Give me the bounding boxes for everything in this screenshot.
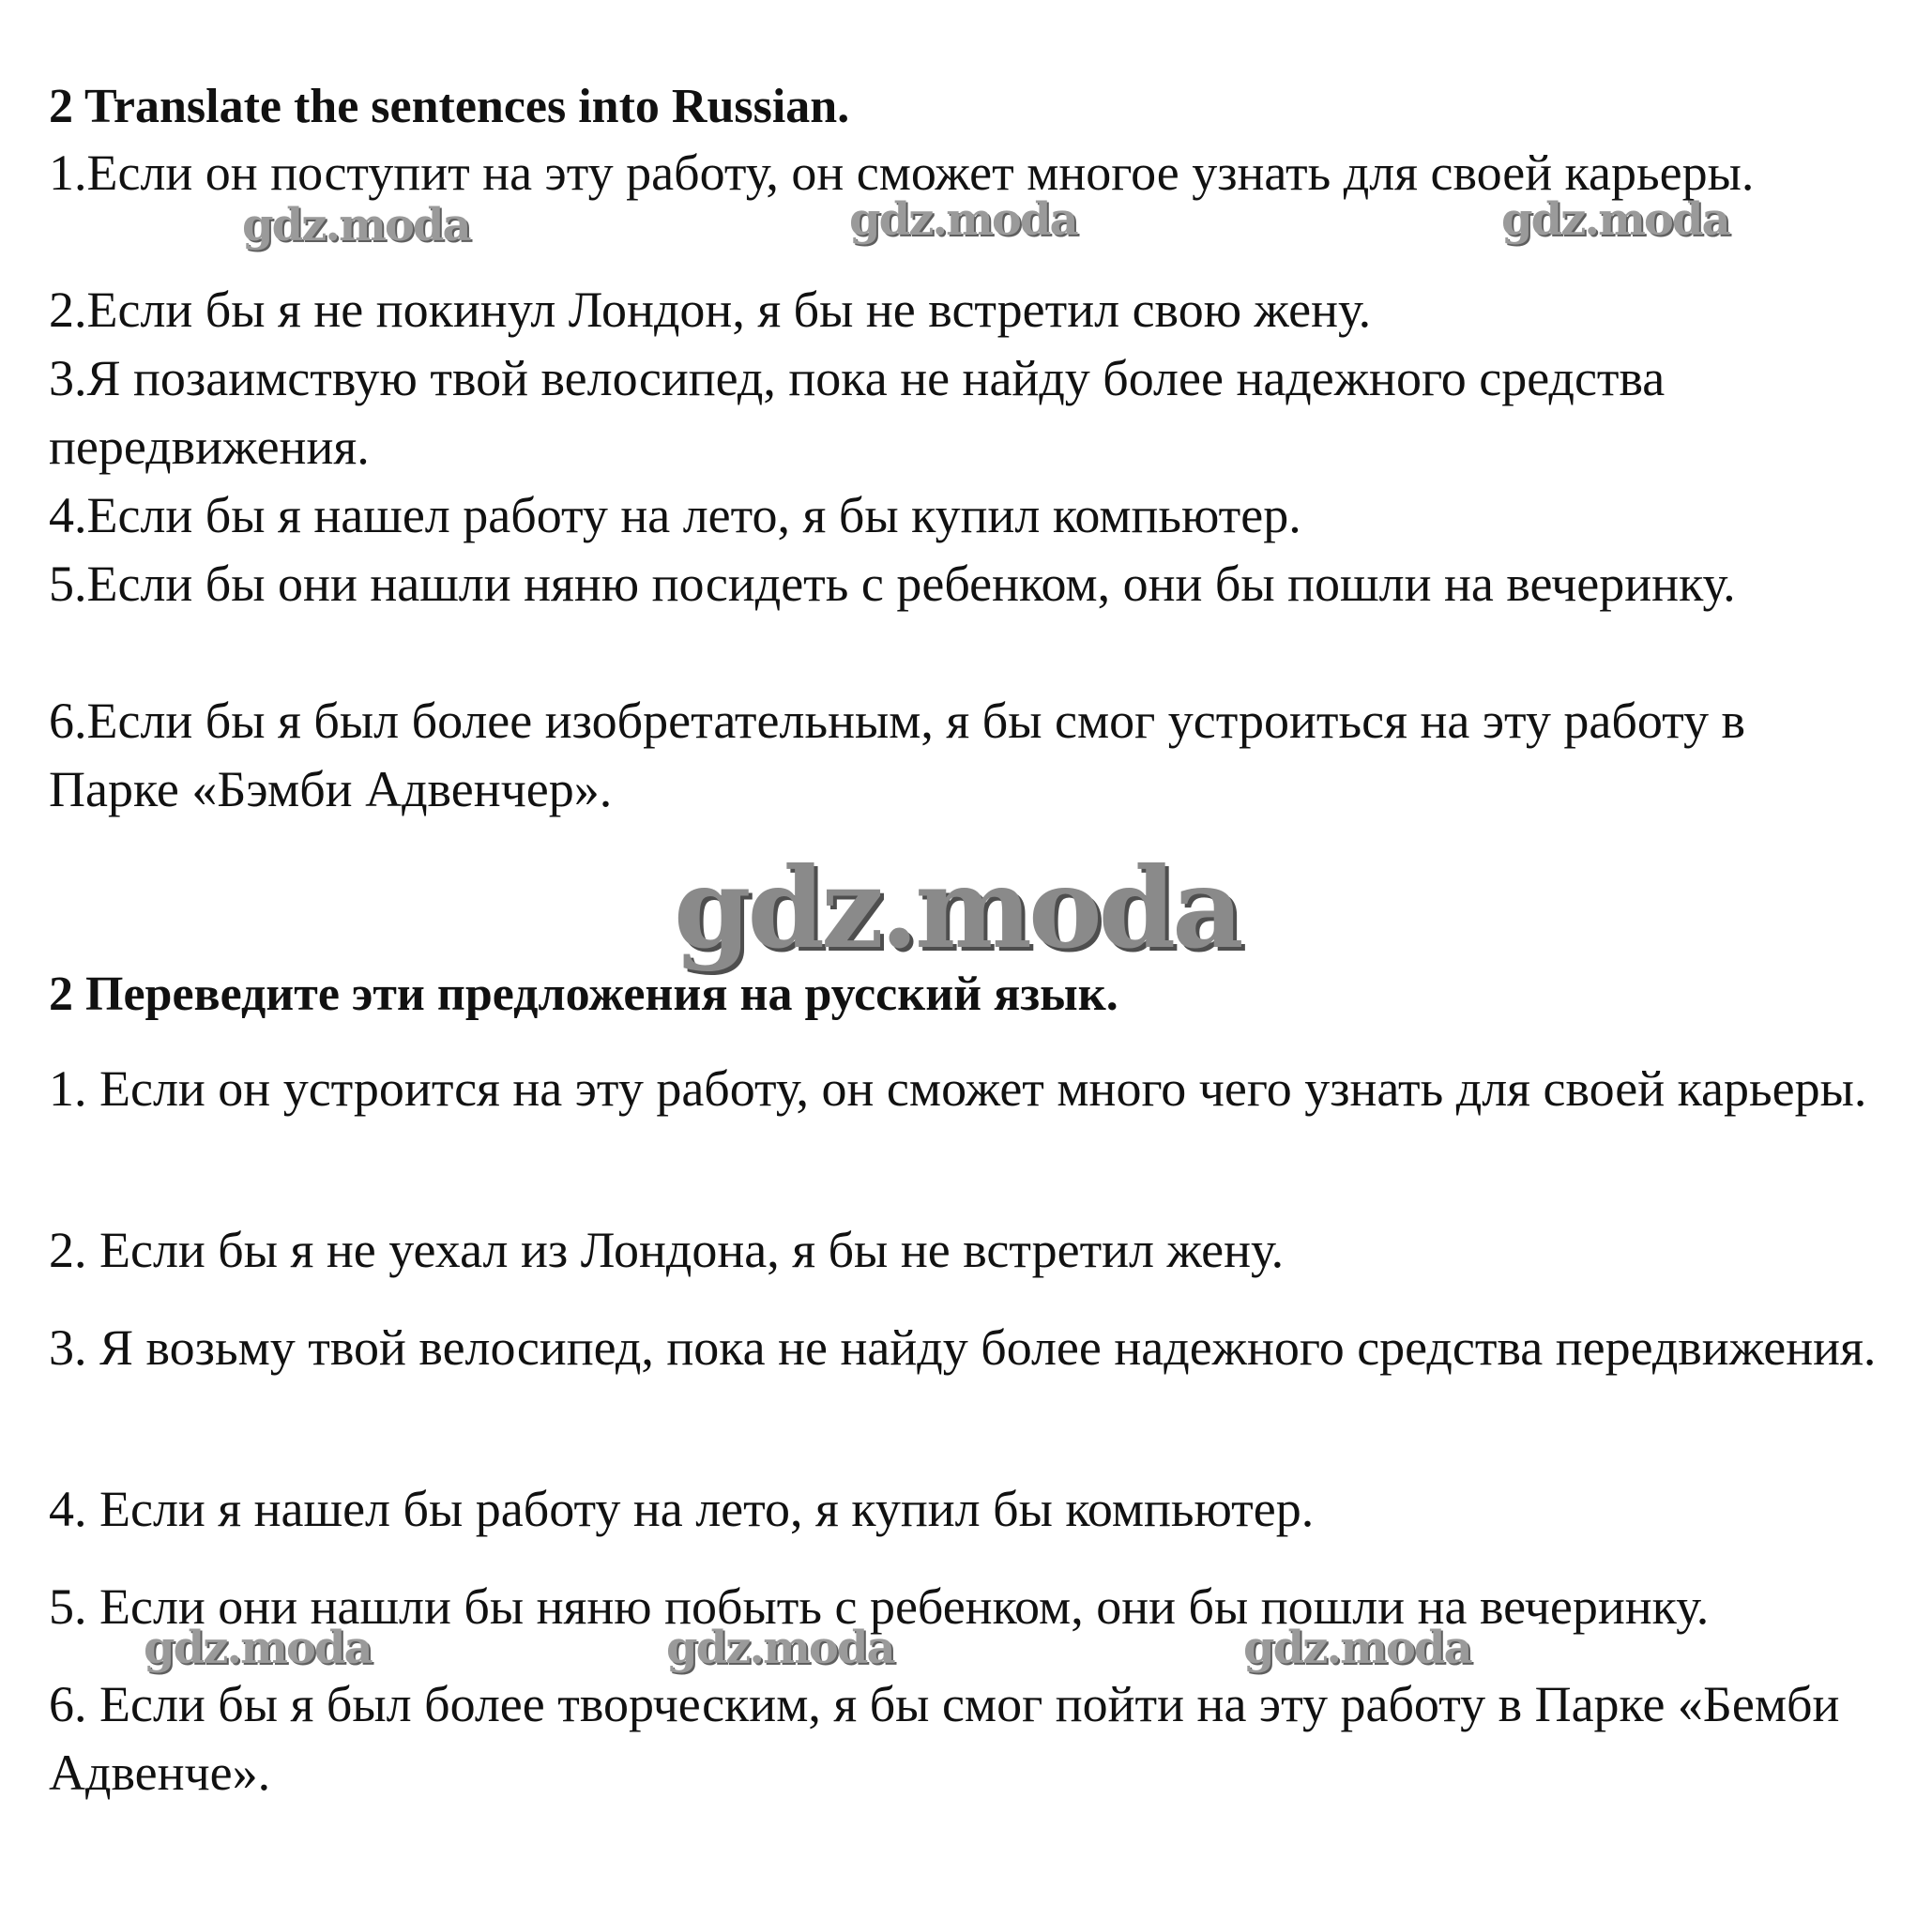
list-item: 3.Я позаимствую твой велосипед, пока не найду более надежного средства передвижения. [49,350,1666,475]
list-item: 1.Если он поступит на эту работу, он сможет многое узнать для своей карьеры. [49,145,1755,201]
list-item: 5. Если они нашли бы няню побыть с ребенком, они бы пошли на вечеринку. [49,1578,1710,1635]
section-heading-ru: 2 Переведите эти предложения на русский язык. [49,968,1118,1021]
watermark-logo: gdz.moda [1243,1622,1471,1674]
list-item: 4.Если бы я нашел работу на лето, я бы купил компьютер. [49,487,1301,543]
section-heading-en: 2 Translate the sentences into Russian. [49,80,850,133]
watermark-logo: gdz.moda [674,843,1240,973]
watermark-logo: gdz.moda [666,1622,894,1674]
list-item: 6.Если бы я был более изобретательным, я бы смог устроиться на эту работу в Парке «Бэмби Адвенчер». [49,693,1745,817]
watermark-logo: gdz.moda [144,1622,372,1674]
watermark-logo: gdz.moda [849,193,1077,246]
list-item: 2. Если бы я не уехал из Лондона, я бы не встретил жену. [49,1222,1285,1278]
list-item: 5.Если бы они нашли няню посидеть с ребенком, они бы пошли на вечеринку. [49,556,1736,612]
list-item: 2.Если бы я не покинул Лондон, я бы не встретил свою жену. [49,282,1372,338]
list-item: 4. Если я нашел бы работу на лето, я купил бы компьютер. [49,1481,1315,1537]
watermark-logo: gdz.moda [242,199,470,251]
list-item: 1. Если он устроится на эту работу, он сможет много чего узнать для своей карьеры. [49,1060,1867,1117]
watermark-logo: gdz.moda [1501,193,1729,246]
list-item: 3. Я возьму твой велосипед, пока не найду более надежного средства передвижения. [49,1319,1877,1376]
list-item: 6. Если бы я был более творческим, я бы смог пойти на эту работу в Парке «Бемби Адвенче». [49,1676,1840,1801]
